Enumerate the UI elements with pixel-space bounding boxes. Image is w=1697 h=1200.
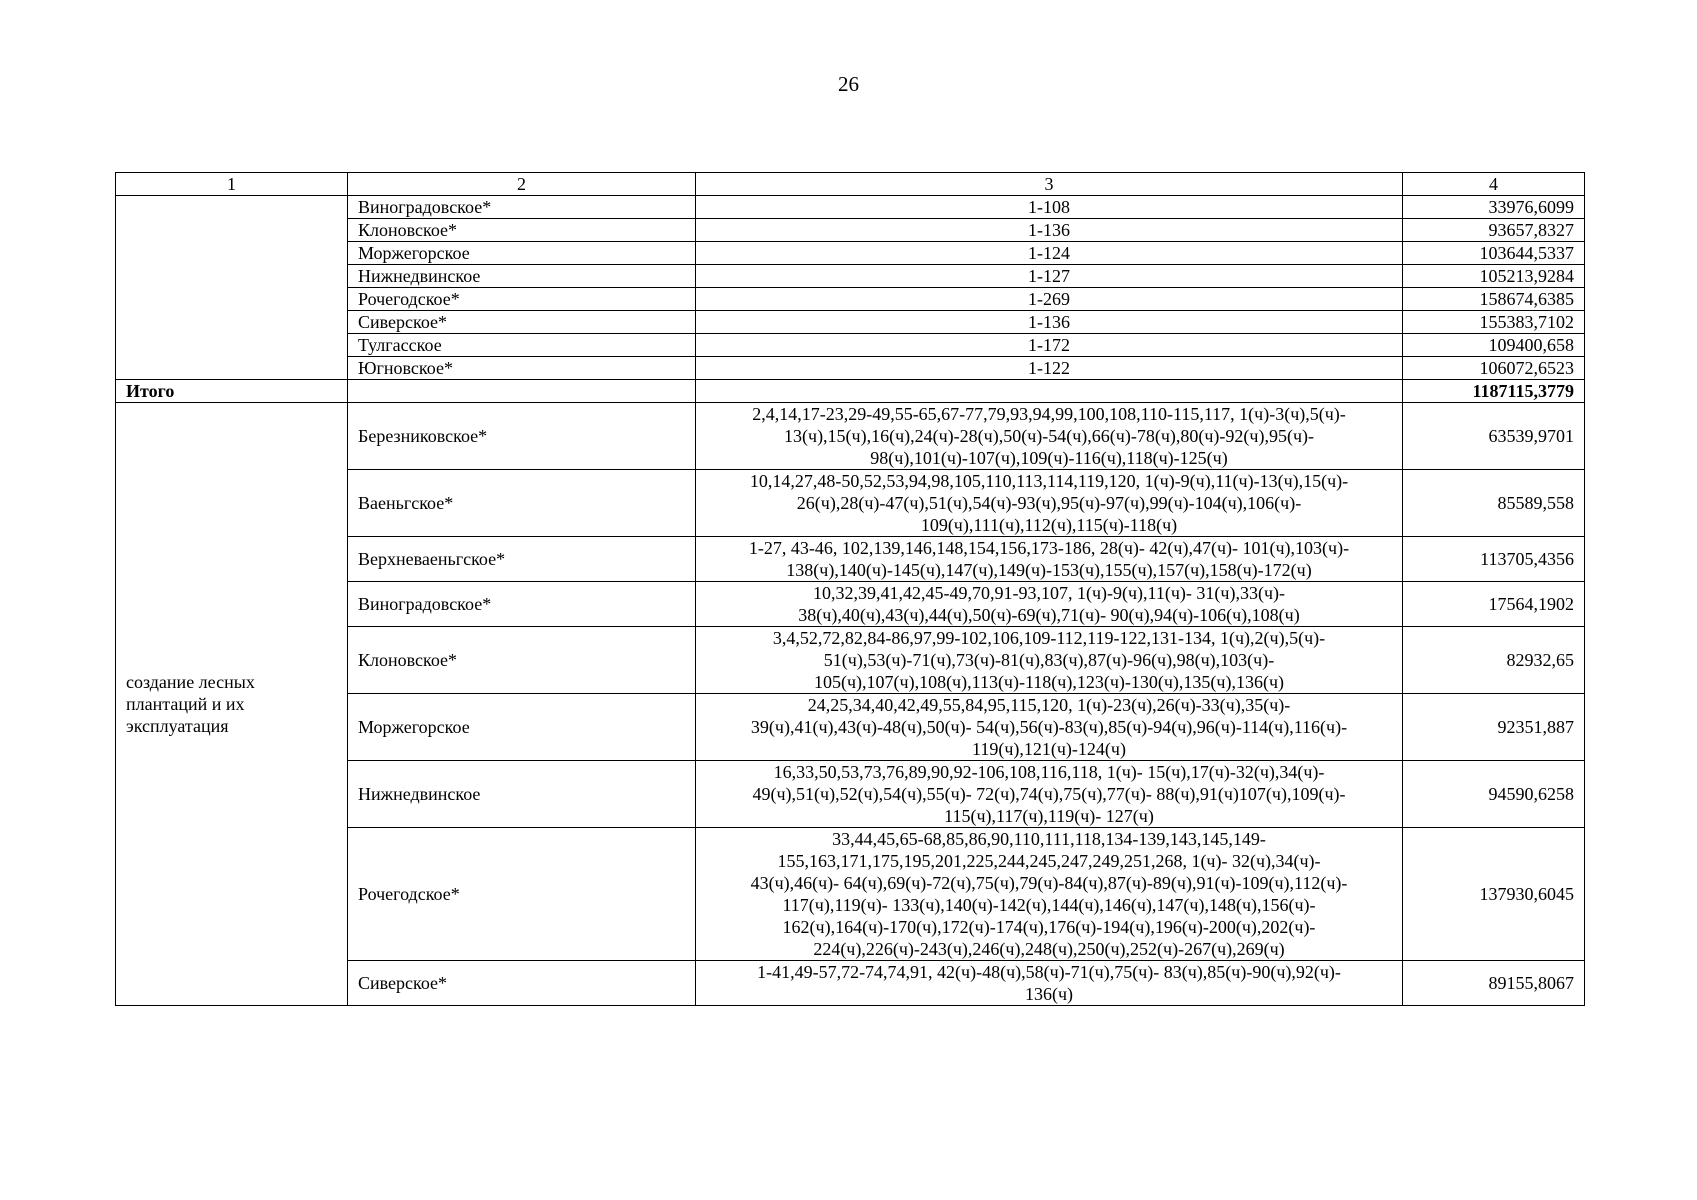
quarter-range: 1-127 bbox=[696, 265, 1403, 288]
forestry-name: Сиверское* bbox=[348, 311, 696, 334]
purpose-line: плантаций и их bbox=[126, 694, 245, 714]
quarter-range: 1-269 bbox=[696, 288, 1403, 311]
forestry-name: Клоновское* bbox=[348, 219, 696, 242]
area-value: 103644,5337 bbox=[1403, 242, 1585, 265]
quarter-line: 38(ч),40(ч),43(ч),44(ч),50(ч)-69(ч),71(ч)- 90(ч),94(ч)-106(ч),108(ч) bbox=[798, 605, 1300, 625]
quarter-list bbox=[696, 961, 1403, 1006]
quarter-list bbox=[696, 470, 1403, 537]
total-empty-cell-2 bbox=[348, 380, 696, 403]
quarter-line: 33,44,45,65-68,85,86,90,110,111,118,134-139,143,145,149- bbox=[832, 829, 1266, 849]
column-number-4: 4 bbox=[1403, 173, 1585, 196]
forestry-name: Рочегодское* bbox=[348, 288, 696, 311]
quarter-list bbox=[696, 582, 1403, 627]
quarter-line: 117(ч),119(ч)- 133(ч),140(ч)-142(ч),144(ч),146(ч),147(ч),148(ч),156(ч)- bbox=[782, 895, 1316, 915]
area-value: 92351,887 bbox=[1403, 694, 1585, 761]
area-value: 33976,6099 bbox=[1403, 196, 1585, 219]
quarter-list bbox=[696, 694, 1403, 761]
area-value: 85589,558 bbox=[1403, 470, 1585, 537]
purpose-line: эксплуатация bbox=[126, 716, 229, 736]
quarter-line: 98(ч),101(ч)-107(ч),109(ч)-116(ч),118(ч)-125(ч) bbox=[870, 448, 1228, 468]
area-value: 137930,6045 bbox=[1403, 828, 1585, 961]
area-value: 106072,6523 bbox=[1403, 357, 1585, 380]
quarter-line: 136(ч) bbox=[1024, 984, 1074, 1004]
quarter-line: 10,32,39,41,42,45-49,70,91-93,107, 1(ч)-9(ч),11(ч)- 31(ч),33(ч)- bbox=[812, 583, 1285, 603]
area-value: 113705,4356 bbox=[1403, 537, 1585, 582]
forestry-name: Нижнедвинское bbox=[348, 761, 696, 828]
forestry-name: Моржегорское bbox=[348, 242, 696, 265]
quarter-list bbox=[696, 537, 1403, 582]
total-label: Итого bbox=[116, 380, 348, 403]
quarter-line: 2,4,14,17-23,29-49,55-65,67-77,79,93,94,99,100,108,110-115,117, 1(ч)-3(ч),5(ч)- bbox=[752, 404, 1346, 424]
table-row bbox=[116, 403, 1585, 470]
area-value: 109400,658 bbox=[1403, 334, 1585, 357]
quarter-range: 1-136 bbox=[696, 219, 1403, 242]
quarter-line: 224(ч),226(ч)-243(ч),246(ч),248(ч),250(ч),252(ч)-267(ч),269(ч) bbox=[813, 939, 1285, 959]
area-value: 93657,8327 bbox=[1403, 219, 1585, 242]
area-value: 82932,65 bbox=[1403, 627, 1585, 694]
quarter-line: 49(ч),51(ч),52(ч),54(ч),55(ч)- 72(ч),74(ч),75(ч),77(ч)- 88(ч),91(ч)107(ч),109(ч)- bbox=[752, 784, 1346, 804]
quarter-line: 1-27, 43-46, 102,139,146,148,154,156,173-186, 28(ч)- 42(ч),47(ч)- 101(ч),103(ч)- bbox=[748, 538, 1350, 558]
quarter-line: 119(ч),121(ч)-124(ч) bbox=[972, 739, 1126, 759]
quarter-line: 39(ч),41(ч),43(ч)-48(ч),50(ч)- 54(ч),56(ч)-83(ч),85(ч)-94(ч),96(ч)-114(ч),116(ч)- bbox=[750, 717, 1348, 737]
column-number-2: 2 bbox=[348, 173, 696, 196]
forestry-name: Березниковское* bbox=[348, 403, 696, 470]
quarter-line: 3,4,52,72,82,84-86,97,99-102,106,109-112,119-122,131-134, 1(ч),2(ч),5(ч)- bbox=[772, 628, 1326, 648]
column-number-3: 3 bbox=[696, 173, 1403, 196]
quarter-line: 1-41,49-57,72-74,74,91, 42(ч)-48(ч),58(ч)-71(ч),75(ч)- 83(ч),85(ч)-90(ч),92(ч)- bbox=[757, 962, 1341, 982]
forestry-name: Нижнедвинское bbox=[348, 265, 696, 288]
forest-quarters-table bbox=[115, 172, 1585, 1006]
forestry-name: Ваеньгское* bbox=[348, 470, 696, 537]
quarter-line: 26(ч),28(ч)-47(ч),51(ч),54(ч)-93(ч),95(ч)-97(ч),99(ч)-104(ч),106(ч)- bbox=[796, 493, 1302, 513]
total-row bbox=[116, 380, 1585, 403]
quarter-line: 115(ч),117(ч),119(ч)- 127(ч) bbox=[944, 806, 1154, 826]
quarter-list bbox=[696, 627, 1403, 694]
table-body bbox=[116, 173, 1585, 1006]
forestry-name: Виноградовское* bbox=[348, 196, 696, 219]
area-value: 17564,1902 bbox=[1403, 582, 1585, 627]
quarter-line: 155,163,171,175,195,201,225,244,245,247,249,251,268, 1(ч)- 32(ч),34(ч)- bbox=[777, 851, 1321, 871]
area-value: 158674,6385 bbox=[1403, 288, 1585, 311]
quarter-line: 109(ч),111(ч),112(ч),115(ч)-118(ч) bbox=[920, 515, 1178, 535]
forestry-name: Верхневаеньгское* bbox=[348, 537, 696, 582]
quarter-range: 1-136 bbox=[696, 311, 1403, 334]
purpose-cell-empty bbox=[116, 196, 348, 380]
total-empty-cell-3 bbox=[696, 380, 1403, 403]
forestry-name: Виноградовское* bbox=[348, 582, 696, 627]
quarter-list bbox=[696, 828, 1403, 961]
quarter-line: 24,25,34,40,42,49,55,84,95,115,120, 1(ч)-23(ч),26(ч)-33(ч),35(ч)- bbox=[807, 695, 1291, 715]
quarter-line: 43(ч),46(ч)- 64(ч),69(ч)-72(ч),75(ч),79(ч)-84(ч),87(ч)-89(ч),91(ч)-109(ч),112(ч)- bbox=[750, 873, 1348, 893]
area-value: 94590,6258 bbox=[1403, 761, 1585, 828]
forestry-name: Сиверское* bbox=[348, 961, 696, 1006]
quarter-list bbox=[696, 403, 1403, 470]
total-value: 1187115,3779 bbox=[1403, 380, 1585, 403]
forestry-name: Рочегодское* bbox=[348, 828, 696, 961]
forestry-name: Югновское* bbox=[348, 357, 696, 380]
area-value: 155383,7102 bbox=[1403, 311, 1585, 334]
quarter-list bbox=[696, 761, 1403, 828]
table-row bbox=[116, 196, 1585, 219]
quarter-line: 162(ч),164(ч)-170(ч),172(ч)-174(ч),176(ч)-194(ч),196(ч)-200(ч),202(ч)- bbox=[782, 917, 1316, 937]
quarter-range: 1-122 bbox=[696, 357, 1403, 380]
quarter-range: 1-108 bbox=[696, 196, 1403, 219]
forestry-name: Моржегорское bbox=[348, 694, 696, 761]
quarter-line: 51(ч),53(ч)-71(ч),73(ч)-81(ч),83(ч),87(ч)-96(ч),98(ч),103(ч)- bbox=[823, 650, 1275, 670]
quarter-line: 138(ч),140(ч)-145(ч),147(ч),149(ч)-153(ч),155(ч),157(ч),158(ч)-172(ч) bbox=[786, 560, 1312, 580]
quarter-line: 10,14,27,48-50,52,53,94,98,105,110,113,114,119,120, 1(ч)-9(ч),11(ч)-13(ч),15(ч)- bbox=[749, 471, 1349, 491]
quarter-range: 1-172 bbox=[696, 334, 1403, 357]
quarter-line: 13(ч),15(ч),16(ч),24(ч)-28(ч),50(ч)-54(ч),66(ч)-78(ч),80(ч)-92(ч),95(ч)- bbox=[784, 426, 1314, 446]
forestry-name: Тулгасское bbox=[348, 334, 696, 357]
area-value: 89155,8067 bbox=[1403, 961, 1585, 1006]
area-value: 105213,9284 bbox=[1403, 265, 1585, 288]
quarter-line: 16,33,50,53,73,76,89,90,92-106,108,116,118, 1(ч)- 15(ч),17(ч)-32(ч),34(ч)- bbox=[773, 762, 1325, 782]
purpose-cell bbox=[116, 403, 348, 1006]
column-number-1: 1 bbox=[116, 173, 348, 196]
forestry-name: Клоновское* bbox=[348, 627, 696, 694]
area-value: 63539,9701 bbox=[1403, 403, 1585, 470]
quarter-range: 1-124 bbox=[696, 242, 1403, 265]
quarter-line: 105(ч),107(ч),108(ч),113(ч)-118(ч),123(ч)-130(ч),135(ч),136(ч) bbox=[813, 672, 1285, 692]
purpose-line: создание лесных bbox=[126, 672, 255, 692]
column-number-row bbox=[116, 173, 1585, 196]
page-number: 26 bbox=[838, 72, 859, 96]
